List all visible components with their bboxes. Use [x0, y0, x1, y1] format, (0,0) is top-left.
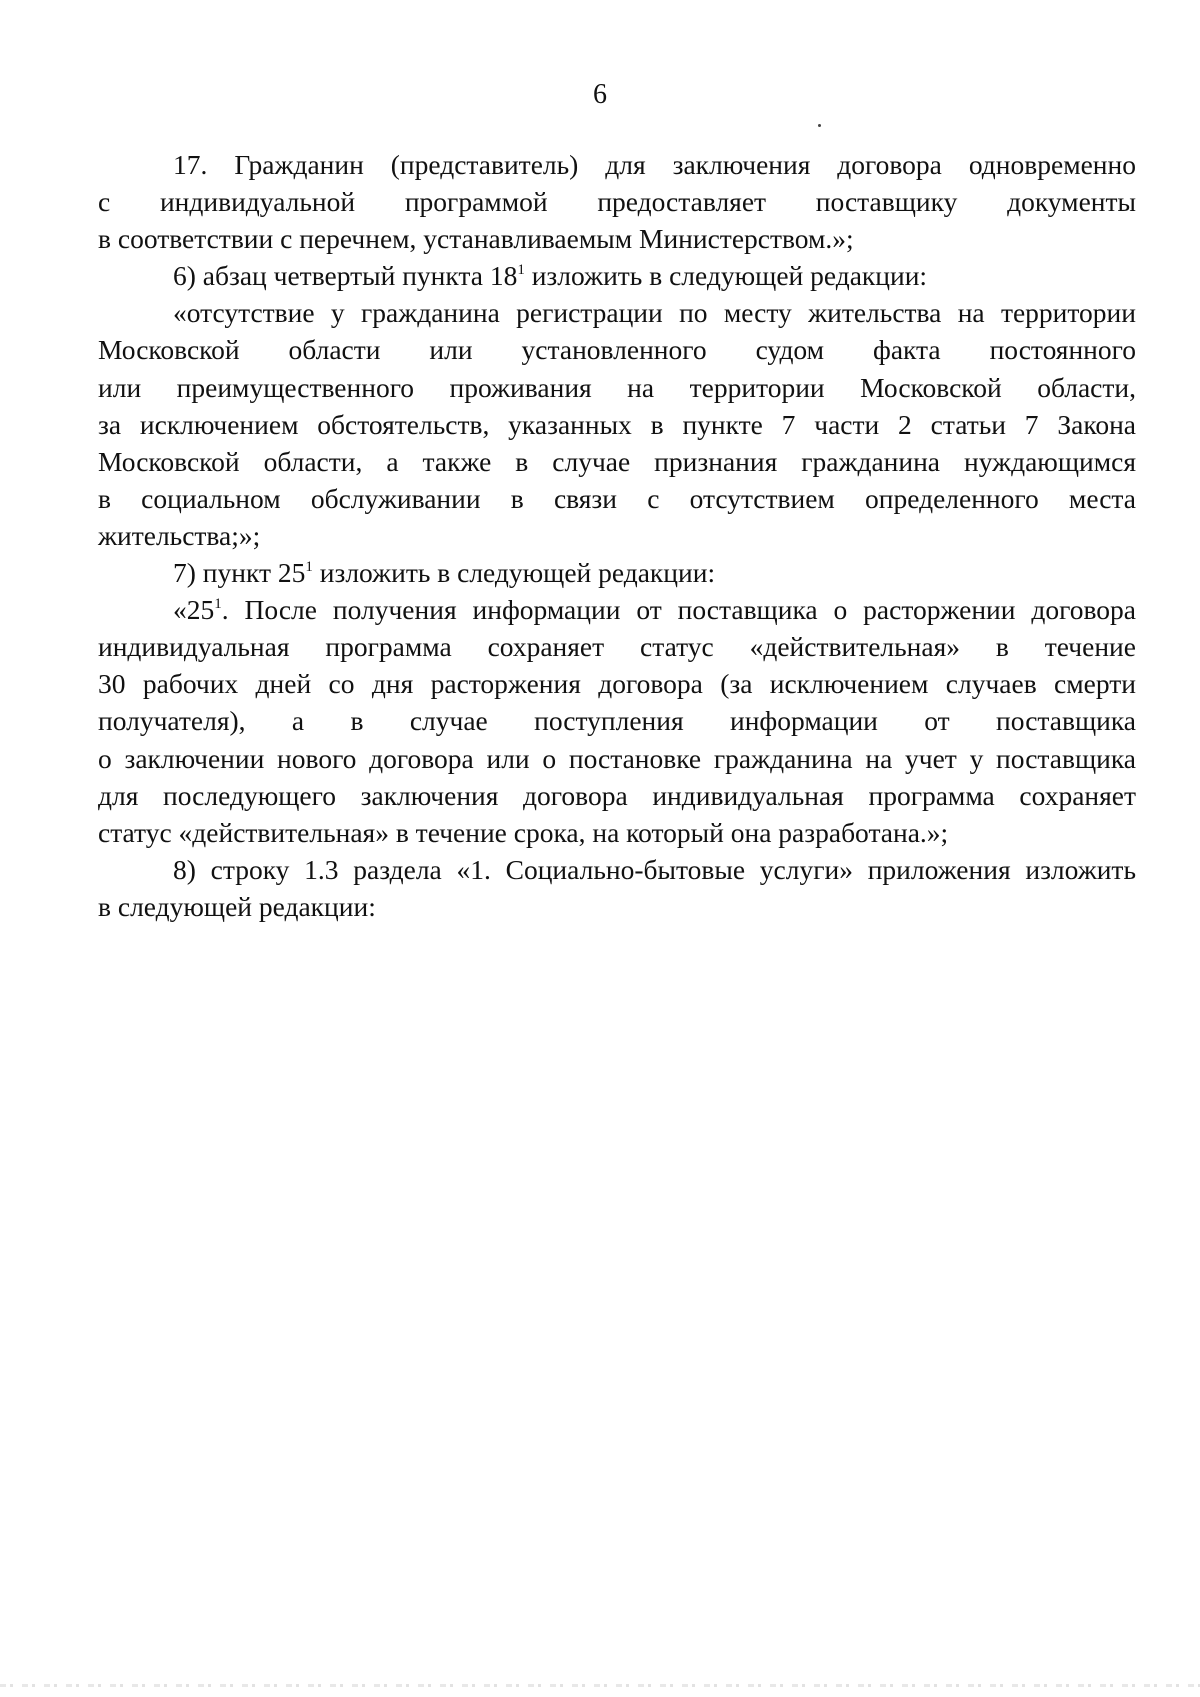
document-body: [98, 146, 1136, 925]
paragraph-line: для последующего заключения договора индивидуальная программа сохраняет: [98, 779, 1136, 811]
paragraph-line: «$25^1$. После получения информации от поставщика о расторжении договора: [173, 594, 1136, 626]
superscript-index: 1: [214, 596, 222, 613]
paragraph-line: получателя), а в случае поступления информации от поставщика: [98, 705, 1136, 737]
scan-edge-noise: [0, 1684, 1200, 1687]
paragraph-line: в соответствии с перечнем, устанавливаемым Министерством.»;: [98, 223, 854, 255]
paragraph-line: статус «действительная» в течение срока, на который она разработана.»;: [98, 816, 949, 848]
paragraph-line: или преимущественного проживания на территории Московской области,: [98, 371, 1136, 403]
paragraph-line: Московской области, а также в случае признания гражданина нуждающимся: [98, 445, 1136, 477]
paragraph-line: 6) абзац четвертый пункта $18^1$ изложить в следующей редакции:: [173, 260, 928, 292]
paragraph-line: за исключением обстоятельств, указанных в пункте 7 части 2 статьи 7 Закона: [98, 408, 1136, 440]
paragraph-line: 7) пункт $25^1$ изложить в следующей редакции:: [173, 557, 716, 589]
paragraph-line: о заключении нового договора или о постановке гражданина на учет у поставщика: [98, 742, 1136, 774]
paragraph-line: Московской области или установленного судом факта постоянного: [98, 334, 1136, 366]
paragraph-line: 8) строку 1.3 раздела «1. Социально-бытовые услуги» приложения изложить: [173, 853, 1136, 885]
paragraph-line: с индивидуальной программой предоставляет поставщику документы: [98, 186, 1136, 218]
paragraph-line: в следующей редакции:: [98, 890, 376, 922]
paragraph-line: «отсутствие у гражданина регистрации по месту жительства на территории: [173, 297, 1136, 329]
superscript-index: 1: [305, 559, 313, 576]
paragraph-line: в социальном обслуживании в связи с отсутствием определенного места: [98, 482, 1136, 514]
paragraph-line: 30 рабочих дней со дня расторжения договора (за исключением случаев смерти: [98, 668, 1136, 700]
paragraph-line: жительства;»;: [98, 519, 261, 551]
scan-speck: [818, 124, 821, 127]
page-number: 6: [593, 79, 607, 110]
superscript-index: 1: [517, 262, 525, 279]
paragraph-line: 17. Гражданин (представитель) для заключения договора одновременно: [173, 149, 1136, 180]
paragraph-line: индивидуальная программа сохраняет статус «действительная» в течение: [98, 631, 1136, 663]
